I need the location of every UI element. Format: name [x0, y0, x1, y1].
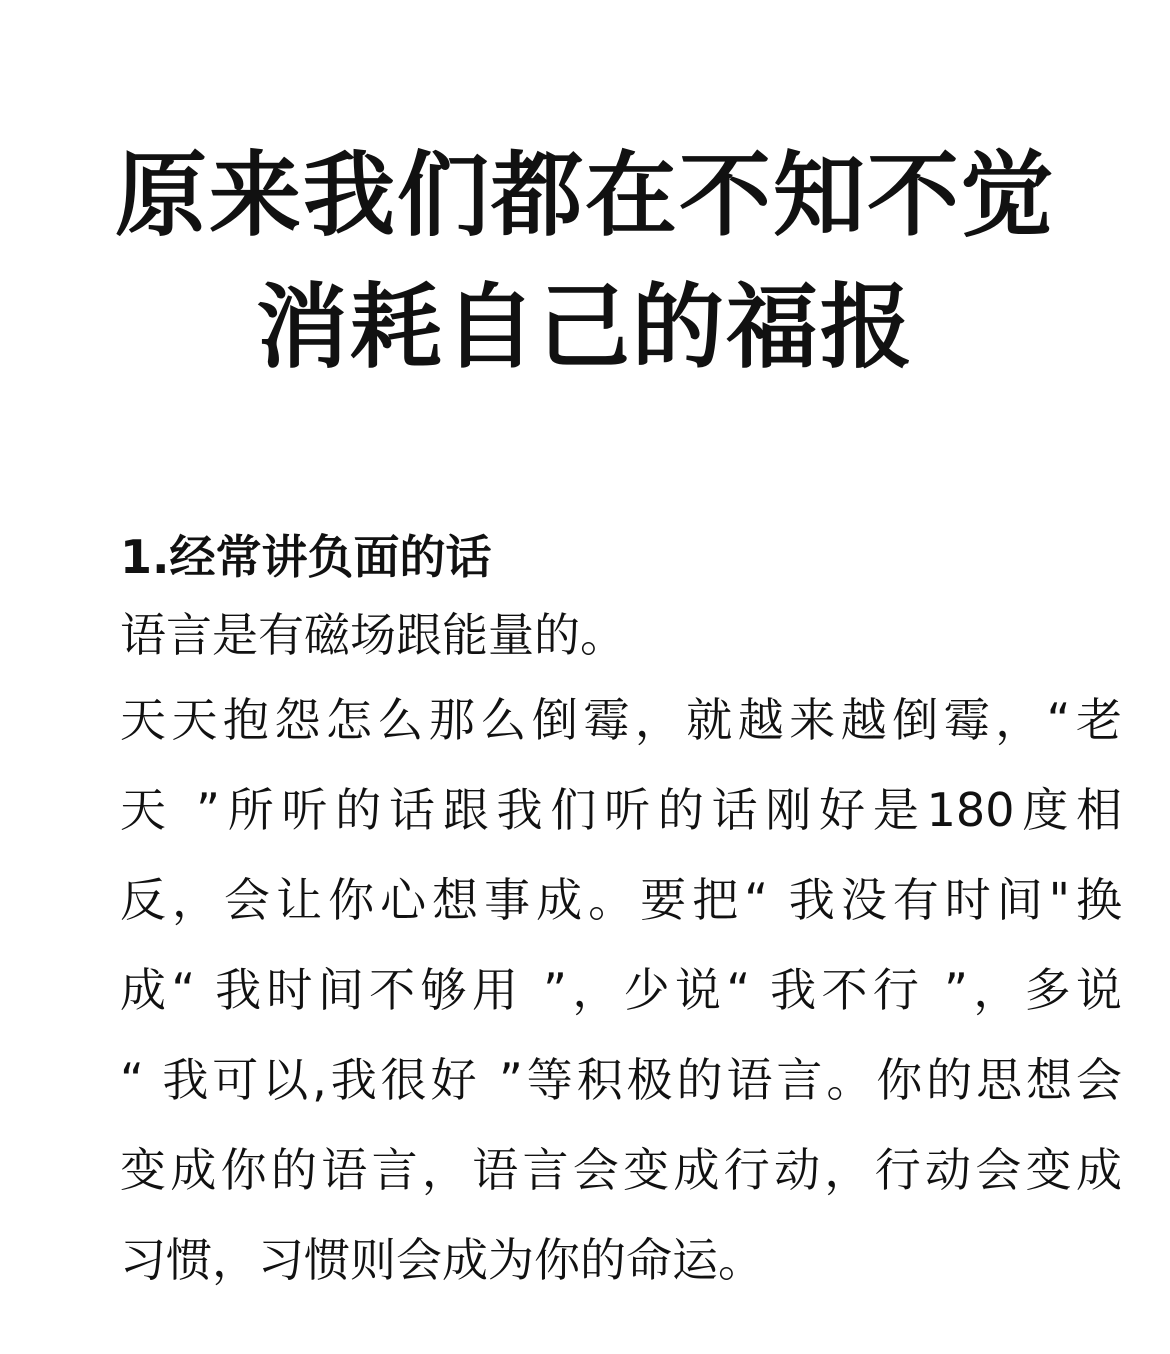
section-1: [120, 525, 1122, 1305]
section-heading: 1.经常讲负面的话: [120, 530, 492, 584]
body-line: 天 ”所听的话跟我们听的话刚好是180度相: [120, 783, 1122, 837]
body-line: “ 我可以,我很好 ”等积极的语言。你的思想会: [120, 1053, 1122, 1107]
body-line: 成“ 我时间不够用 ”，少说“ 我不行 ”，多说: [120, 963, 1123, 1017]
page-title: [0, 130, 1170, 394]
section-body: [120, 675, 1122, 1305]
section-lead: 语言是有磁场跟能量的。: [120, 608, 626, 662]
body-line: 习惯，习惯则会成为你的命运。: [120, 1233, 764, 1287]
body-line: 反，会让你心想事成。要把“ 我没有时间"换: [120, 873, 1122, 927]
body-line: 变成你的语言，语言会变成行动，行动会变成: [120, 1143, 1122, 1197]
title-line-2: 消耗自己的福报: [255, 274, 914, 381]
title-line-1: 原来我们都在不知不觉: [114, 142, 1055, 249]
body-line: 天天抱怨怎么那么倒霉，就越来越倒霉，“老: [120, 693, 1122, 747]
